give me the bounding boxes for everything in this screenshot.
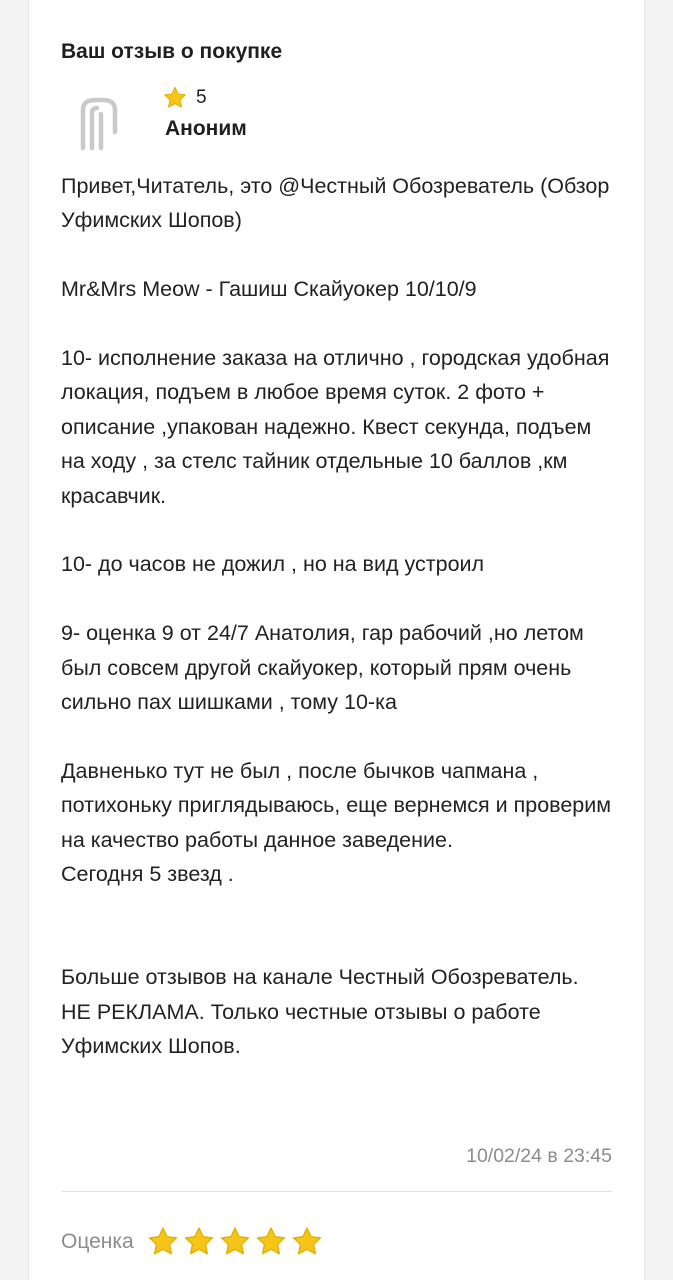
star-icon xyxy=(162,85,188,111)
score-stars xyxy=(146,1225,324,1259)
review-card xyxy=(28,0,645,1280)
score-row xyxy=(61,1225,324,1259)
author-name: Аноним xyxy=(165,117,247,140)
star-icon xyxy=(254,1225,288,1259)
rating-row xyxy=(162,85,207,111)
avatar xyxy=(77,96,121,152)
review-text: Привет,Читатель, это @Честный Обозреватель (Обзор Уфимских Шопов) Mr&Mrs Meow - Гашиш Скайуокер 10/10/9 10- исполнение заказа на отлично , городская удобная локация, подъем в любое время суток. 2 фото + описание ,упакован надежно. Квест секунда, подъем на ходу , за стелс тайник отдельные 10 баллов ,км красавчик. 10- до часов не дожил , но на вид устроил 9- оценка 9 от 24/7 Анатолия, гар рабочий ,но летом был совсем другой скайуокер, который прям очень сильно пах шишками , тому 10-ка Давненько тут не был , после бычков чапмана , потихоньку приглядываюсь, еще вернемся и проверим на качество работы данное заведение. Сегодня 5 звезд . Больше отзывов на канале Честный Обозреватель. НЕ РЕКЛАМА. Только честные отзывы о работе Уфимских Шопов. xyxy=(61,174,612,1059)
star-icon xyxy=(146,1225,180,1259)
section-title: Ваш отзыв о покупке xyxy=(61,40,283,63)
divider xyxy=(61,1191,612,1192)
rating-value: 5 xyxy=(196,87,207,108)
star-icon xyxy=(218,1225,252,1259)
star-icon xyxy=(290,1225,324,1259)
brand-logo-icon xyxy=(77,96,121,152)
score-label: Оценка xyxy=(61,1230,134,1253)
review-timestamp: 10/02/24 в 23:45 xyxy=(466,1145,612,1167)
star-icon xyxy=(182,1225,216,1259)
